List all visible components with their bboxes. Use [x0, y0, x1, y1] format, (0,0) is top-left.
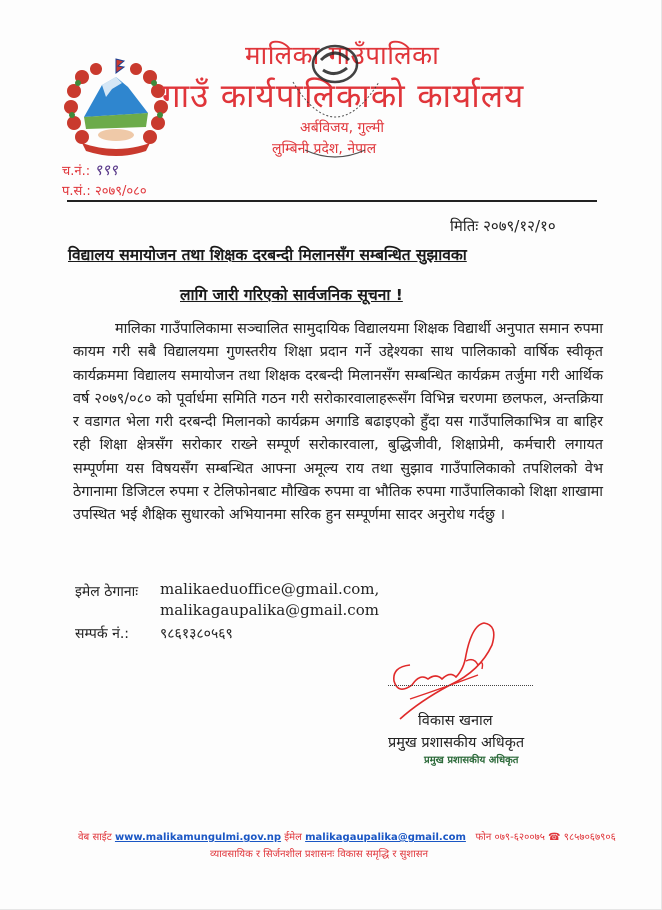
signature-line	[388, 685, 533, 686]
footer-email-link[interactable]: malikagaupalika@gmail.com	[305, 832, 466, 843]
signature-icon	[380, 615, 510, 725]
chalani-value: ९९९	[94, 161, 118, 179]
email-address-1[interactable]: malikaeduoffice@gmail.com,	[160, 580, 380, 598]
date-label: मितिः	[450, 217, 479, 235]
footer-phone-label: फोन	[475, 832, 492, 843]
municipality-name: मालिका गाउँपालिका	[245, 41, 440, 71]
patra-sankhya-value: २०७९/०८०	[94, 184, 147, 199]
email-address-2[interactable]: malikagaupalika@gmail.com	[160, 601, 379, 619]
phone-label: सम्पर्क नं.:	[75, 626, 130, 642]
footer-website-link[interactable]: www.malikamungulmi.gov.np	[114, 832, 282, 843]
subject-line-2: लागि जारी गरिएको सार्वजनिक सूचना !	[180, 286, 403, 304]
office-seal-icon	[285, 42, 385, 167]
nepal-emblem-icon	[62, 55, 170, 163]
footer-phone: ०७९-६२००७५	[494, 832, 545, 843]
chalani-number	[62, 160, 118, 180]
address-line-2: लुम्बिनी प्रदेश, नेपाल	[272, 141, 377, 157]
footer-website-label: वेब साईट	[78, 832, 112, 843]
office-name: गाउँ कार्यपालिकाको कार्यालय	[162, 76, 525, 115]
phone-number: ९८६१३८०५६९	[160, 626, 233, 642]
header-divider	[67, 200, 597, 202]
email-label: इमेल ठेगानाः	[75, 584, 139, 600]
footer-mobile: ९८५७०६७९०६	[563, 832, 616, 843]
footer-contact	[78, 829, 616, 843]
patra-sankhya	[62, 181, 147, 199]
chalani-label: च.नं.:	[62, 164, 91, 179]
date-value: २०७९/१२/१०	[483, 217, 556, 235]
subject-line-1: विद्यालय समायोजन तथा शिक्षक दरबन्दी मिलानसँग सम्बन्धित सुझावका	[68, 246, 467, 264]
address-line-1: अर्बविजय, गुल्मी	[300, 120, 384, 136]
footer-email-label: ईमेल	[284, 832, 302, 843]
signatory-stamp: प्रमुख प्रशासकीय अधिकृत	[424, 755, 519, 766]
body-paragraph: मालिका गाउँपालिकामा सञ्चालित सामुदायिक विद्यालयमा शिक्षक विद्यार्थी अनुपात समान रुपमा कायम गरी सबै विद्यालयमा गुणस्तरीय शिक्षा प्रदान गर्ने उद्देश्यका साथ पालिकाको वार्षिक स्वीकृत कार्यक्रममा विद्यालय समायोजन तथा शिक्षक दरबन्दी मिलानसँग सम्बन्धित कार्यक्रम तर्जुमा गरी आर्थिक वर्ष २०७९/०८० को पूर्वार्धमा समिति गठन गरी सरोकारवालाहरूसँग विभिन्न चरणमा छलफल, अन्तक्रिया र वडागत भेला गरी दरबन्दी मिलानको कार्यक्रम अगाडि बढाइएको हुँदा यस गाउँपालिकाभित्र वा बाहिर रही शिक्षा क्षेत्रसँग सरोकार राख्ने सम्पूर्ण सरोकारवाला, बुद्धिजीवी, शिक्षाप्रेमी, कर्मचारी लगायत सम्पूर्णमा यस विषयसँग सम्बन्धित आफ्ना अमूल्य राय तथा सुझाव गाउँपालिकाको तपशिलको वेभ ठेगानामा डिजिटल रुपमा र टेलिफोनबाट मौखिक रुपमा वा भौतिक रुपमा गाउँपालिकाको शिक्षा शाखामा उपस्थित भई शैक्षिक सुधारको अभियानमा सरिक हुन सम्पूर्णमा सादर अनुरोध गर्दछु ।	[73, 321, 603, 524]
letter-date	[450, 216, 556, 236]
telephone-icon: ☎	[548, 832, 561, 843]
signatory-name: विकास खनाल	[418, 713, 493, 729]
footer-motto: व्यावसायिक र सिर्जनशील प्रशासनः विकास समृद्धि र सुशासन	[210, 849, 429, 860]
signatory-title: प्रमुख प्रशासकीय अधिकृत	[388, 735, 525, 751]
patra-sankhya-label: प.सं.:	[62, 184, 91, 199]
